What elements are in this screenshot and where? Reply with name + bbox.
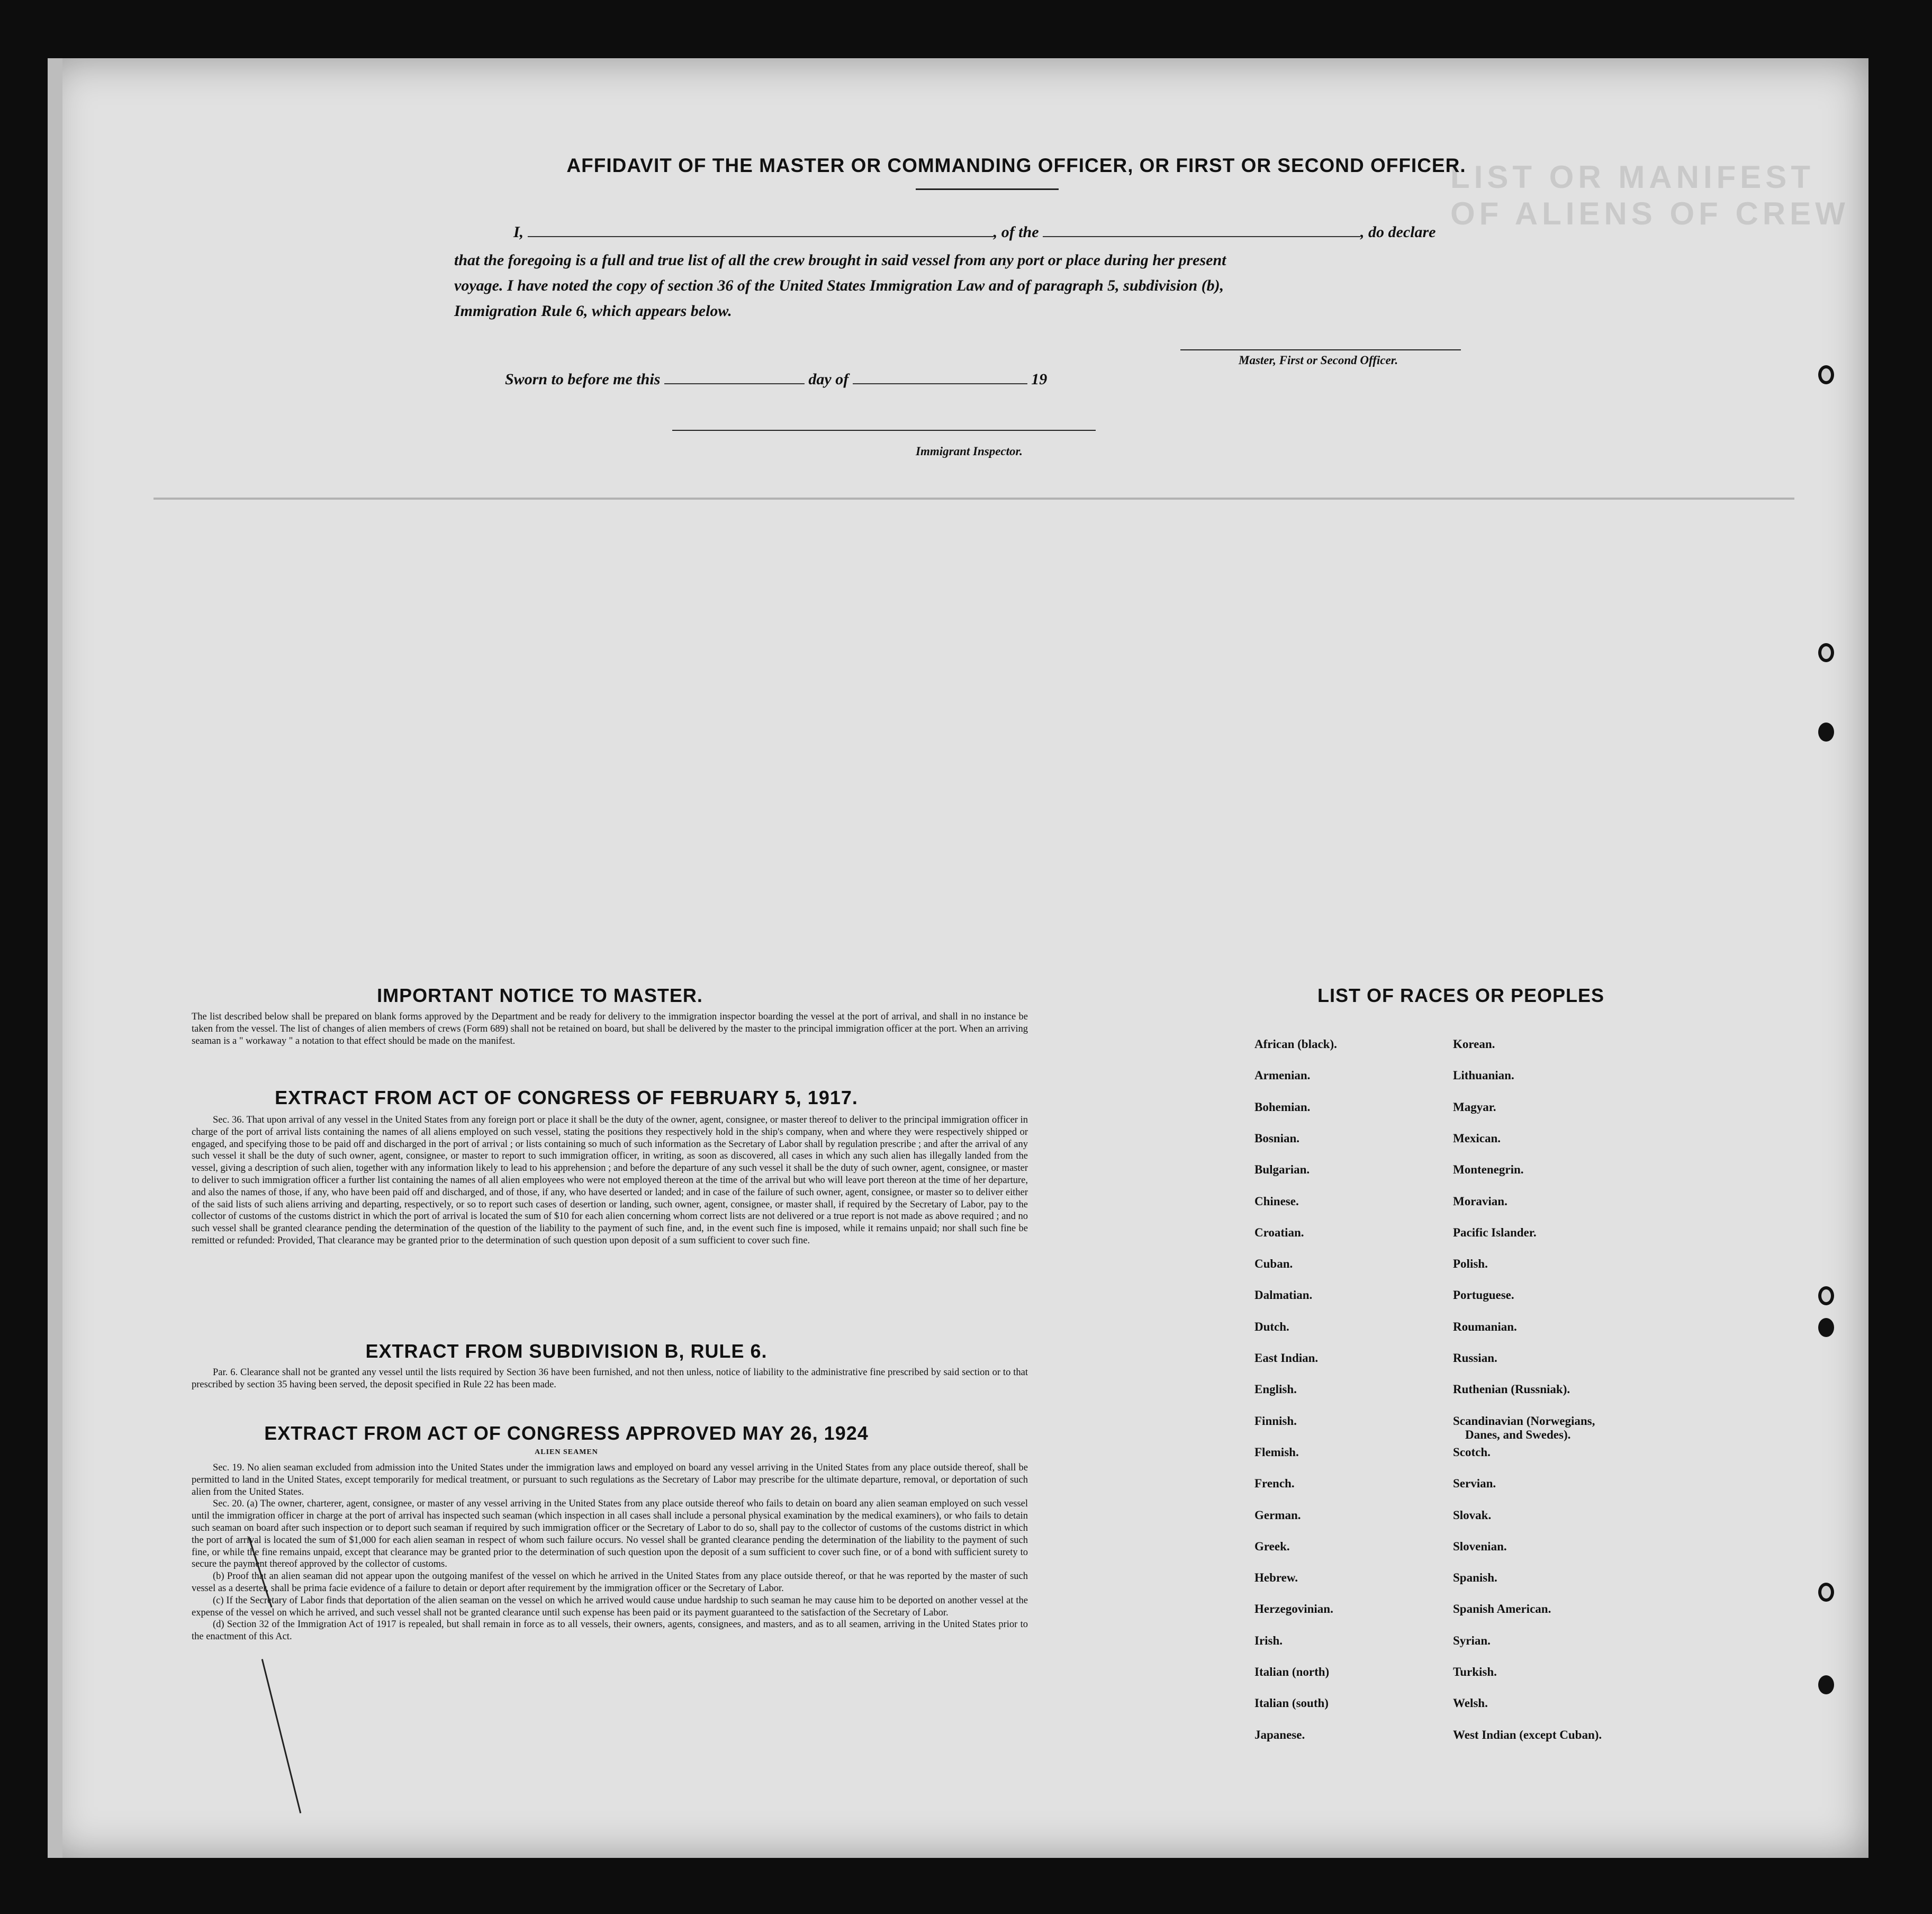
i-label: I, <box>513 223 524 241</box>
race-entry: West Indian (except Cuban). <box>1453 1728 1602 1741</box>
race-entry: Moravian. <box>1453 1194 1507 1208</box>
declaration-first-line <box>513 220 1514 245</box>
race-entry: Polish. <box>1453 1257 1488 1271</box>
race-entry: Japanese. <box>1254 1728 1305 1741</box>
signature-caption: Master, First or Second Officer. <box>1239 354 1398 367</box>
sworn-month-blank[interactable] <box>853 383 1027 384</box>
sworn-day-blank[interactable] <box>664 383 805 384</box>
race-entry: Lithuanian. <box>1453 1069 1514 1082</box>
race-entry: Greek. <box>1254 1539 1290 1553</box>
sworn-label: Sworn to before me this <box>505 371 661 388</box>
race-entry: Italian (north) <box>1254 1665 1330 1678</box>
race-entry: Korean. <box>1453 1037 1495 1051</box>
race-entry: French. <box>1254 1477 1295 1491</box>
race-entry: Turkish. <box>1453 1665 1497 1678</box>
race-entry: Montenegrin. <box>1453 1163 1524 1177</box>
year-label: 19 <box>1031 371 1048 388</box>
binder-hole <box>1818 365 1834 384</box>
race-entry: Slovenian. <box>1453 1539 1507 1553</box>
race-entry: Russian. <box>1453 1351 1497 1365</box>
race-entry: Bulgarian. <box>1254 1163 1310 1177</box>
alien-seamen-subtitle: ALIEN SEAMEN <box>535 1448 598 1456</box>
section-20d-paragraph: (d) Section 32 of the Immigration Act of 1917 is repealed, but shall remain in force as to all vessels, their owners, agents, consignees, and masters, and as to all seamen, arriving in the United States prior to the enactment of this Act. <box>192 1619 1028 1642</box>
affidavit-title: AFFIDAVIT OF THE MASTER OR COMMANDING OFFICER, OR FIRST OR SECOND OFFICER. <box>566 155 1466 176</box>
notice-body: The list described below shall be prepared on blank forms approved by the Department and be ready for delivery to the immigration inspector boarding the vessel at the port of arrival, and shall in no instance be taken from the vessel. The list of changes of alien members of crews (Form 689) shall not be retained on board, but shall be delivered by the master to the principal immigration officer at the port. When an arriving seaman is a " workaway " a notation to that effect should be made on the manifest. <box>192 1012 1028 1046</box>
race-entry: Roumanian. <box>1453 1320 1517 1333</box>
notice-title: IMPORTANT NOTICE TO MASTER. <box>377 985 703 1006</box>
of-the-label: , of the <box>993 223 1039 241</box>
race-entry: Croatian. <box>1254 1225 1304 1239</box>
page-edge-shadow <box>48 58 62 1858</box>
race-entry: Italian (south) <box>1254 1696 1329 1710</box>
race-entry: Irish. <box>1254 1633 1283 1647</box>
race-entry: Welsh. <box>1453 1696 1488 1710</box>
race-entry: Scotch. <box>1453 1445 1491 1459</box>
bleed-through-rule <box>154 498 1794 500</box>
race-entry: Scandinavian (Norwegians, Danes, and Swedes). <box>1453 1414 1595 1441</box>
race-entry: Magyar. <box>1453 1100 1496 1114</box>
inspector-signature-line[interactable] <box>672 430 1096 431</box>
declaration-line-2: voyage. I have noted the copy of section 36 of the United States Immigration Law and of paragraph 5, subdivision (b), <box>454 277 1224 294</box>
name-blank[interactable] <box>528 236 994 237</box>
race-entry: Slovak. <box>1453 1508 1492 1522</box>
race-entry: Mexican. <box>1453 1131 1501 1145</box>
declaration-line-1: that the foregoing is a full and true list of all the crew brought in said vessel from any port or place during her present <box>454 251 1226 269</box>
race-entry: Portuguese. <box>1453 1288 1514 1302</box>
bleed-through-text: LIST OR MANIFEST OF ALIENS OF CREW <box>1450 159 1849 231</box>
races-title: LIST OF RACES OR PEOPLES <box>1317 985 1605 1006</box>
race-entry: Pacific Islander. <box>1453 1225 1537 1239</box>
manifest-sheet <box>48 58 1868 1858</box>
binder-hole <box>1818 643 1834 662</box>
extract-1924-body <box>192 1462 1028 1643</box>
binder-hole <box>1818 723 1834 742</box>
race-entry: Hebrew. <box>1254 1571 1298 1585</box>
binder-hole <box>1818 1583 1834 1602</box>
declaration-body <box>454 248 1518 324</box>
section-20c-paragraph: (c) If the Secretary of Labor finds that deportation of the alien seaman on the vessel on which he arrived would cause undue hardship to such seaman he may cause him to be deported on another vessel at the expense of the vessel on which he arrived, and such vessel shall not be granted clearance until such expense has been paid or its payment guaranteed to the satisfaction of the Secretary of Labor. <box>192 1595 1028 1618</box>
extract-rule6-title: EXTRACT FROM SUBDIVISION B, RULE 6. <box>365 1340 768 1362</box>
race-entry: Bohemian. <box>1254 1100 1311 1114</box>
race-entry: Finnish. <box>1254 1414 1297 1428</box>
section-19-paragraph: Sec. 19. No alien seaman excluded from admission into the United States under the immigration laws and employed on board any vessel arriving in the United States from any place outside thereof, shall be permitted to land in the United States, except temporarily for medical treatment, or pursuant to such regulations as the Secretary of Labor may prescribe for the ultimate departure, removal, or deportation of such alien from the United States. <box>192 1462 1028 1497</box>
race-entry: Herzegovinian. <box>1254 1602 1333 1616</box>
binder-hole <box>1818 1286 1834 1305</box>
race-entry: German. <box>1254 1508 1301 1522</box>
race-entry: Servian. <box>1453 1477 1496 1491</box>
inspector-caption: Immigrant Inspector. <box>916 445 1023 458</box>
section-20a-paragraph: Sec. 20. (a) The owner, charterer, agent, consignee, or master of any vessel arriving in the United States from any place outside thereof who fails to detain on board any alien seaman employed on such vessel until the immigration officer in charge at the port of arrival has inspected such seaman (which inspection in all cases shall include a personal physical examination by the medical examiners), or who fails to detain such seaman on board after such inspection or to deport such seaman if required by such immigration officer or the Secretary of Labor to do so, shall pay to the collector of customs of the customs district in which the port of arrival is located the sum of $1,000 for each alien seaman in respect of whom such failure occurs. No vessel shall be granted clearance pending the determination of the liability to the payment of such fine, or while the fine remains unpaid, except that clearance may be granted prior to the determination of such question upon the deposit of a sum sufficient to cover such fine, or of a bond with sufficient surety to secure the payment thereof approved by the collector of customs. <box>192 1498 1028 1570</box>
paper-tear <box>261 1659 301 1813</box>
signature-line[interactable] <box>1180 349 1461 350</box>
race-entry: Syrian. <box>1453 1633 1491 1647</box>
extract-1917-body: Sec. 36. That upon arrival of any vessel in the United States from any foreign port or place it shall be the duty of the owner, agent, consignee, or master thereof to deliver to the principal immigration officer in charge of the port of arrival lists containing the names of all aliens employed on such vessel, stating the positions they respectively hold in the ship's company, when and where they were respectively shipped or engaged, and specifying those to be paid off and discharged in the port of arrival ; or lists containing so much of such information as the Secretary of Labor shall by regulation prescribe ; and after the arrival of any such vessel it shall be the duty of such owner, agent, consignee, or master to report to such immigration officer, in writing, as soon as discovered, all cases in which any such alien has illegally landed from the vessel, giving a description of such alien, together with any information likely to lead to his apprehension ; and before the departure of any such vessel it shall be the duty of such owner, agent, consignee, or master to deliver to such immigration officer a further list containing the names of all alien employees who were not employed thereon at the time of the arrival but who will leave port thereon at the time of her departure, and also the names of those, if any, who have been paid off and discharged, and of those, if any, who have deserted or landed; and in case of the failure of such owner, agent, consignee, or master so to deliver either of the said lists of such aliens arriving and departing, respectively, or so to report such cases of desertion or landing, such owner, agent, consignee, or master shall, if required by the Secretary of Labor, pay to the collector of customs of the customs district in which the port of arrival is located the sum of $10 for each alien concerning whom correct lists are not delivered or a true report is not made as above required ; and no such vessel shall be granted clearance pending the determination of the question of the liability to the payment of such fine, and, in the event such fine is imposed, while it remains unpaid; nor shall such fine be remitted or refunded: Provided, That clearance may be granted prior to the determination of such question upon deposit of a sum sufficient to cover such fine. <box>192 1115 1028 1246</box>
extract-rule6-body: Par. 6. Clearance shall not be granted any vessel until the lists required by Section 36 have been furnished, and not then unless, notice of liability to the administrative fine prescribed by said section or to that prescribed by section 35 having been served, the deposit specified in Rule 22 has been made. <box>192 1367 1028 1390</box>
vessel-blank[interactable] <box>1043 236 1360 237</box>
sworn-line <box>505 367 1193 392</box>
declaration-line-3: Immigration Rule 6, which appears below. <box>454 302 732 320</box>
race-entry: African (black). <box>1254 1037 1337 1051</box>
section-20b-paragraph: (b) Proof that an alien seaman did not appear upon the outgoing manifest of the vessel on which he arrived in the United States from any place outside thereof, or that he was reported by the master of such vessel as a deserter, shall be prima facie evidence of a failure to detain or deport after requirement by the immigration officer or the Secretary of Labor. <box>192 1571 1028 1594</box>
race-entry: Dalmatian. <box>1254 1288 1313 1302</box>
race-entry: Cuban. <box>1254 1257 1293 1271</box>
binder-hole <box>1818 1675 1834 1694</box>
race-entry: English. <box>1254 1383 1297 1396</box>
extract-1924-title: EXTRACT FROM ACT OF CONGRESS APPROVED MAY 26, 1924 <box>264 1422 869 1444</box>
race-entry: Ruthenian (Russniak). <box>1453 1383 1570 1396</box>
day-of-label: day of <box>808 371 849 388</box>
race-entry: Chinese. <box>1254 1194 1299 1208</box>
title-underline <box>916 188 1059 190</box>
race-entry: Spanish American. <box>1453 1602 1551 1616</box>
race-entry: Armenian. <box>1254 1069 1311 1082</box>
extract-1917-title: EXTRACT FROM ACT OF CONGRESS OF FEBRUARY 5, 1917. <box>275 1087 858 1108</box>
do-declare-label: , do declare <box>1360 223 1436 241</box>
race-entry: Bosnian. <box>1254 1131 1300 1145</box>
race-entry: Dutch. <box>1254 1320 1289 1333</box>
race-entry: Spanish. <box>1453 1571 1497 1585</box>
race-entry: Flemish. <box>1254 1445 1299 1459</box>
race-entry: East Indian. <box>1254 1351 1319 1365</box>
binder-hole <box>1818 1318 1834 1337</box>
